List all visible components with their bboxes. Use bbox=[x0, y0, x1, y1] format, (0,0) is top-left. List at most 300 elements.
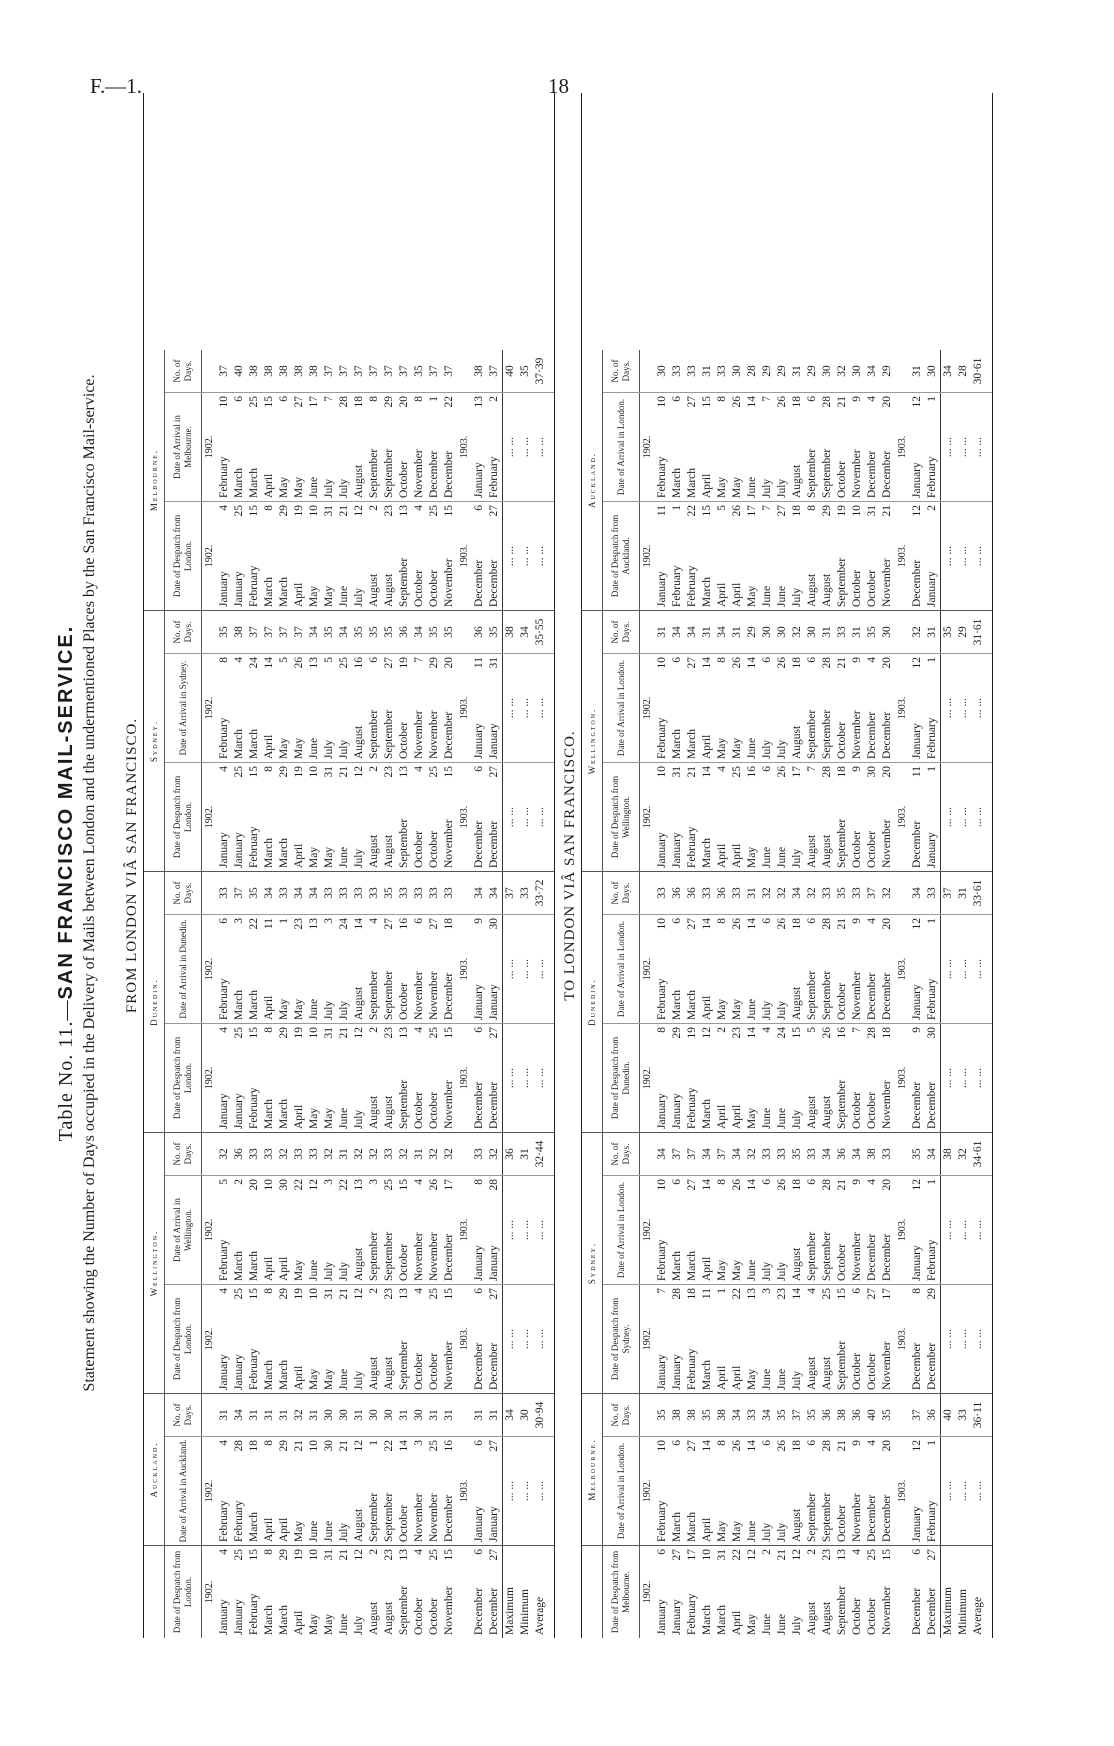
day-number: 9 bbox=[851, 1179, 863, 1185]
days-value: 32 bbox=[278, 1148, 290, 1160]
day-number: 13 bbox=[398, 1288, 410, 1300]
month-text: July bbox=[761, 1522, 773, 1542]
month-text: March bbox=[278, 576, 290, 607]
date-column bbox=[165, 653, 554, 762]
table-row-date bbox=[790, 1437, 805, 1545]
month-text: August bbox=[821, 1095, 833, 1129]
day-number: 14 bbox=[701, 918, 713, 930]
table-row-date bbox=[232, 502, 247, 610]
day-number: 1 bbox=[716, 1288, 728, 1294]
column-header: No. of Days. bbox=[603, 872, 640, 914]
table-row-date bbox=[352, 1176, 367, 1284]
month-text: August bbox=[821, 1356, 833, 1390]
table-row-date bbox=[487, 1546, 502, 1638]
day-number: 26 bbox=[731, 657, 743, 669]
station-group bbox=[144, 350, 554, 610]
days-value: 33 bbox=[686, 365, 698, 377]
table-row-date bbox=[442, 1437, 457, 1545]
table-row-date bbox=[397, 393, 412, 501]
days-column bbox=[165, 350, 554, 392]
days-value: 34 bbox=[413, 626, 425, 638]
date-column bbox=[165, 1023, 554, 1132]
footer-dots: ... ... bbox=[957, 436, 969, 458]
day-number: 8 bbox=[218, 657, 230, 663]
days-value: 28 bbox=[746, 365, 758, 377]
table-row-date bbox=[700, 654, 715, 762]
group-name-spacer bbox=[582, 1546, 603, 1638]
table-row-date bbox=[382, 502, 397, 610]
month-text: March bbox=[716, 1604, 728, 1635]
table-row-date bbox=[352, 1546, 367, 1638]
day-number: 25 bbox=[428, 766, 440, 778]
table-row-date bbox=[412, 1437, 427, 1545]
table-row-date bbox=[442, 654, 457, 762]
day-number: 29 bbox=[278, 1288, 290, 1300]
day-number: 27 bbox=[293, 396, 305, 408]
month-text: March bbox=[263, 837, 275, 868]
table-row-date bbox=[277, 393, 292, 501]
table-row-date bbox=[442, 915, 457, 1023]
mail-table bbox=[581, 93, 993, 1638]
station-group bbox=[582, 871, 992, 1132]
footer-dots: ... ... bbox=[957, 1219, 969, 1241]
month-text: December bbox=[911, 820, 923, 868]
month-text: July bbox=[353, 587, 365, 607]
days-value: 36 bbox=[398, 626, 410, 638]
month-text: May bbox=[308, 1107, 320, 1129]
table-row-date bbox=[715, 1437, 730, 1545]
month-text: February bbox=[218, 1500, 230, 1542]
table-row-date bbox=[262, 1546, 277, 1638]
column-header: Date of Despatch from Dunedin. bbox=[603, 1024, 640, 1132]
day-number: 6 bbox=[473, 766, 485, 772]
month-text: February bbox=[686, 1593, 698, 1635]
table-row-date bbox=[655, 1024, 670, 1132]
month-text: June bbox=[338, 846, 350, 868]
table-row-date bbox=[307, 1546, 322, 1638]
day-number: 28 bbox=[821, 657, 833, 669]
day-number: 5 bbox=[218, 1179, 230, 1185]
month-text: December bbox=[911, 1081, 923, 1129]
station-name: Dunedin. bbox=[144, 872, 165, 1132]
table-row-date bbox=[820, 1546, 835, 1638]
day-number: 5 bbox=[278, 657, 290, 663]
day-number: 15 bbox=[443, 1549, 455, 1561]
day-number: 14 bbox=[701, 1179, 713, 1191]
month-text: January bbox=[488, 723, 500, 759]
table-row-date bbox=[367, 763, 382, 871]
day-number: 23 bbox=[383, 1549, 395, 1561]
table-row-date bbox=[775, 763, 790, 871]
month-text: July bbox=[791, 1615, 803, 1635]
table-row-date bbox=[322, 763, 337, 871]
day-number: 28 bbox=[671, 1288, 683, 1300]
table-row-date bbox=[730, 1546, 745, 1638]
month-text: February bbox=[218, 1239, 230, 1281]
days-value: 33 bbox=[851, 887, 863, 899]
table-row-date bbox=[790, 1546, 805, 1638]
day-number: 27 bbox=[926, 1549, 938, 1561]
table-row-date bbox=[292, 1546, 307, 1638]
month-text: August bbox=[383, 573, 395, 607]
day-number: 23 bbox=[383, 1027, 395, 1039]
day-number: 2 bbox=[368, 766, 380, 772]
days-value: 31 bbox=[701, 626, 713, 638]
column-header: Date of Arrival in Dunedin. bbox=[165, 915, 202, 1023]
footer-value: 34 bbox=[519, 626, 531, 638]
station-group bbox=[582, 350, 992, 610]
day-number: 27 bbox=[383, 918, 395, 930]
day-number: 8 bbox=[263, 1549, 275, 1555]
group-body bbox=[165, 1394, 554, 1545]
month-text: March bbox=[263, 1359, 275, 1390]
table-row-date bbox=[925, 1285, 940, 1393]
table-row-date bbox=[925, 763, 940, 871]
month-text: October bbox=[851, 569, 863, 607]
day-number: 27 bbox=[686, 1179, 698, 1191]
day-number: 22 bbox=[731, 1549, 743, 1561]
table-row-date bbox=[715, 763, 730, 871]
month-text: September bbox=[806, 709, 818, 759]
table-row-date bbox=[322, 1437, 337, 1545]
day-number: 25 bbox=[428, 1440, 440, 1452]
days-value: 33 bbox=[926, 887, 938, 899]
month-text: December bbox=[881, 1233, 893, 1281]
table-row-date bbox=[472, 393, 487, 501]
month-text: March bbox=[248, 989, 260, 1020]
day-number: 4 bbox=[413, 1179, 425, 1185]
day-number: 1 bbox=[278, 918, 290, 924]
date-column bbox=[165, 1436, 554, 1545]
footer-dots: ... ... bbox=[940, 763, 956, 871]
day-number: 6 bbox=[671, 1440, 683, 1446]
table-row-date bbox=[775, 502, 790, 610]
group-name-spacer bbox=[144, 1546, 165, 1638]
day-number: 27 bbox=[488, 1440, 500, 1452]
table-row-date bbox=[217, 1176, 232, 1284]
days-value: 37 bbox=[218, 365, 230, 377]
days-value: 31 bbox=[308, 1409, 320, 1421]
month-text: December bbox=[926, 1081, 938, 1129]
day-number: 10 bbox=[308, 1440, 320, 1452]
month-text: November bbox=[881, 1080, 893, 1129]
day-number: 9 bbox=[851, 918, 863, 924]
footer-dots: ... ... bbox=[534, 545, 546, 567]
month-text: April bbox=[293, 1104, 305, 1129]
month-text: September bbox=[821, 970, 833, 1020]
day-number: 28 bbox=[821, 918, 833, 930]
month-text: December bbox=[488, 1081, 500, 1129]
month-text: October bbox=[413, 1597, 425, 1635]
day-number: 9 bbox=[851, 657, 863, 663]
month-text: April bbox=[263, 473, 275, 498]
days-value: 31 bbox=[263, 1409, 275, 1421]
footer-dots: ... ... bbox=[534, 1328, 546, 1350]
month-text: May bbox=[278, 998, 290, 1020]
group-body bbox=[603, 611, 992, 871]
day-number: 30 bbox=[866, 766, 878, 778]
table-row-date bbox=[865, 1546, 880, 1638]
column-header: No. of Days. bbox=[603, 350, 640, 392]
day-number: 21 bbox=[338, 1288, 350, 1300]
footer-dots: ... ... bbox=[534, 436, 546, 458]
day-number: 6 bbox=[761, 657, 773, 663]
year-label: 1903. bbox=[459, 696, 470, 720]
month-text: February bbox=[488, 456, 500, 498]
days-value: 29 bbox=[881, 365, 893, 377]
day-number: 14 bbox=[746, 918, 758, 930]
days-value: 30 bbox=[926, 365, 938, 377]
days-value: 34 bbox=[656, 1148, 668, 1160]
table-row-date bbox=[835, 1024, 850, 1132]
table-row-date bbox=[277, 502, 292, 610]
month-text: July bbox=[353, 1615, 365, 1635]
table-row-date bbox=[670, 1176, 685, 1284]
year-label: 1903. bbox=[897, 696, 908, 720]
table-row-date bbox=[337, 1024, 352, 1132]
day-number: 24 bbox=[338, 918, 350, 930]
footer-dots: ... ... bbox=[502, 654, 518, 762]
day-number: 4 bbox=[413, 505, 425, 511]
month-text: May bbox=[746, 846, 758, 868]
month-text: October bbox=[398, 460, 410, 498]
days-value: 31 bbox=[911, 365, 923, 377]
table-row-date bbox=[247, 1024, 262, 1132]
table-row-date bbox=[277, 763, 292, 871]
footer-dots: ... ... bbox=[940, 393, 956, 501]
month-text: January bbox=[233, 1599, 245, 1635]
page-header-code: F.—1. bbox=[90, 74, 142, 98]
table-row-date bbox=[685, 763, 700, 871]
month-text: July bbox=[791, 1370, 803, 1390]
month-text: August bbox=[353, 986, 365, 1020]
table-row-date bbox=[700, 502, 715, 610]
footer-dots: ... ... bbox=[972, 1328, 984, 1350]
day-number: 16 bbox=[443, 1440, 455, 1452]
table-row-date bbox=[790, 763, 805, 871]
day-number: 27 bbox=[488, 1027, 500, 1039]
days-value: 34 bbox=[233, 1409, 245, 1421]
table-row-date bbox=[850, 763, 865, 871]
column-header: Date of Despatch from Auckland. bbox=[603, 502, 640, 610]
station-group bbox=[582, 1393, 992, 1545]
day-number: 8 bbox=[263, 766, 275, 772]
month-text: January bbox=[671, 1354, 683, 1390]
table-row-date bbox=[775, 1546, 790, 1638]
month-text: May bbox=[293, 476, 305, 498]
footer-value: 34·61 bbox=[972, 1140, 984, 1168]
days-value: 29 bbox=[806, 365, 818, 377]
month-text: June bbox=[746, 737, 758, 759]
month-text: February bbox=[656, 456, 668, 498]
days-value: 31 bbox=[413, 1148, 425, 1160]
year-spacer bbox=[640, 872, 655, 914]
footer-value: 32 bbox=[957, 1148, 969, 1160]
table-row-date bbox=[685, 915, 700, 1023]
month-text: April bbox=[701, 734, 713, 759]
day-number: 3 bbox=[233, 918, 245, 924]
month-text: July bbox=[338, 1000, 350, 1020]
table-row-date bbox=[292, 915, 307, 1023]
month-text: January bbox=[218, 1354, 230, 1390]
day-number: 20 bbox=[881, 396, 893, 408]
day-number: 22 bbox=[443, 396, 455, 408]
date-column bbox=[603, 914, 992, 1023]
day-number: 10 bbox=[851, 505, 863, 517]
table-row-date bbox=[730, 1285, 745, 1393]
month-text: August bbox=[806, 573, 818, 607]
month-text: October bbox=[428, 1597, 440, 1635]
day-number: 20 bbox=[881, 918, 893, 930]
day-number: 2 bbox=[233, 1179, 245, 1185]
table-row-date bbox=[367, 393, 382, 501]
day-number: 24 bbox=[248, 657, 260, 669]
month-text: May bbox=[731, 998, 743, 1020]
days-value: 37 bbox=[278, 626, 290, 638]
days-value: 36 bbox=[836, 1148, 848, 1160]
month-text: March bbox=[248, 467, 260, 498]
day-number: 10 bbox=[656, 657, 668, 669]
footer-dots: ... ... bbox=[957, 1067, 969, 1089]
days-value: 37 bbox=[263, 626, 275, 638]
days-value: 34 bbox=[911, 887, 923, 899]
month-text: December bbox=[428, 450, 440, 498]
table-row-date bbox=[745, 1285, 760, 1393]
table-row-date bbox=[442, 763, 457, 871]
month-text: January bbox=[671, 1599, 683, 1635]
table-row-date bbox=[277, 654, 292, 762]
day-number: 8 bbox=[263, 1440, 275, 1446]
day-number: 19 bbox=[293, 1288, 305, 1300]
days-value: 32 bbox=[218, 1148, 230, 1160]
month-text: February bbox=[686, 826, 698, 868]
days-value: 38 bbox=[866, 1148, 878, 1160]
day-number: 25 bbox=[731, 766, 743, 778]
day-number: 12 bbox=[353, 505, 365, 517]
day-number: 23 bbox=[293, 918, 305, 930]
month-text: March bbox=[278, 1604, 290, 1635]
table-row-date bbox=[805, 1176, 820, 1284]
footer-dots: ... ... bbox=[972, 1219, 984, 1241]
day-number: 17 bbox=[443, 1179, 455, 1191]
month-text: November bbox=[851, 1493, 863, 1542]
column-header: Date of Despatch from London. bbox=[165, 1546, 202, 1638]
day-number: 26 bbox=[776, 918, 788, 930]
table-row-date bbox=[247, 1437, 262, 1545]
month-text: November bbox=[428, 710, 440, 759]
day-number: 28 bbox=[488, 1179, 500, 1191]
month-text: September bbox=[836, 1585, 848, 1635]
table-row-date bbox=[790, 1285, 805, 1393]
month-text: January bbox=[911, 462, 923, 498]
table-row-date bbox=[910, 1437, 925, 1545]
day-number: 2 bbox=[716, 1027, 728, 1033]
day-number: 1 bbox=[671, 505, 683, 511]
table-row-date bbox=[382, 763, 397, 871]
month-text: January bbox=[473, 462, 485, 498]
table-row-date bbox=[262, 502, 277, 610]
days-value: 31 bbox=[353, 1409, 365, 1421]
month-text: December bbox=[473, 1587, 485, 1635]
day-number: 21 bbox=[338, 766, 350, 778]
day-number: 15 bbox=[248, 1288, 260, 1300]
month-text: April bbox=[716, 1104, 728, 1129]
table-row-date bbox=[322, 1285, 337, 1393]
table-row-date bbox=[685, 1546, 700, 1638]
day-number: 6 bbox=[806, 657, 818, 663]
table-row-date bbox=[880, 1546, 895, 1638]
day-number: 19 bbox=[293, 505, 305, 517]
day-number: 4 bbox=[218, 766, 230, 772]
day-number: 1 bbox=[368, 1440, 380, 1446]
month-text: February bbox=[686, 1348, 698, 1390]
month-text: September bbox=[398, 1340, 410, 1390]
year-label: 1903. bbox=[459, 435, 470, 459]
month-text: July bbox=[761, 478, 773, 498]
day-number: 19 bbox=[836, 505, 848, 517]
footer-dots: ... ... bbox=[957, 545, 969, 567]
month-text: February bbox=[248, 826, 260, 868]
table-row-date bbox=[292, 1437, 307, 1545]
day-number: 18 bbox=[353, 396, 365, 408]
day-number: 21 bbox=[338, 1440, 350, 1452]
table-row-date bbox=[397, 763, 412, 871]
month-text: September bbox=[398, 818, 410, 868]
table-row-date bbox=[427, 915, 442, 1023]
day-number: 26 bbox=[731, 918, 743, 930]
day-number: 21 bbox=[836, 657, 848, 669]
table-row-date bbox=[397, 654, 412, 762]
day-number: 28 bbox=[821, 1440, 833, 1452]
month-text: March bbox=[671, 1250, 683, 1281]
day-number: 6 bbox=[473, 1288, 485, 1294]
month-text: January bbox=[488, 1245, 500, 1281]
day-number: 14 bbox=[701, 766, 713, 778]
table-row-date bbox=[700, 1285, 715, 1393]
table-row-date bbox=[247, 1546, 262, 1638]
table-row-date bbox=[820, 1176, 835, 1284]
table-row-date bbox=[775, 1176, 790, 1284]
footer-label: Average bbox=[972, 1596, 984, 1635]
day-number: 26 bbox=[821, 1027, 833, 1039]
day-number: 8 bbox=[716, 657, 728, 663]
days-value: 34 bbox=[731, 1409, 743, 1421]
table-row-date bbox=[655, 654, 670, 762]
days-value: 34 bbox=[851, 1148, 863, 1160]
days-value: 32 bbox=[836, 365, 848, 377]
month-text: June bbox=[776, 1613, 788, 1635]
days-value: 34 bbox=[701, 1148, 713, 1160]
month-text: October bbox=[836, 1243, 848, 1281]
month-text: April bbox=[731, 582, 743, 607]
table-row-date bbox=[805, 654, 820, 762]
year-label: 1903. bbox=[897, 1479, 908, 1503]
month-text: June bbox=[746, 998, 758, 1020]
table-row-date bbox=[217, 763, 232, 871]
days-value: 32 bbox=[398, 1148, 410, 1160]
month-text: August bbox=[791, 986, 803, 1020]
year-label: 1903. bbox=[459, 805, 470, 829]
table-row-date bbox=[865, 1437, 880, 1545]
month-text: December bbox=[881, 972, 893, 1020]
day-number: 6 bbox=[806, 396, 818, 402]
day-number: 4 bbox=[866, 1440, 878, 1446]
table-row-date bbox=[382, 393, 397, 501]
day-number: 14 bbox=[701, 657, 713, 669]
month-text: March bbox=[278, 837, 290, 868]
month-text: March bbox=[248, 728, 260, 759]
day-number: 26 bbox=[428, 1179, 440, 1191]
